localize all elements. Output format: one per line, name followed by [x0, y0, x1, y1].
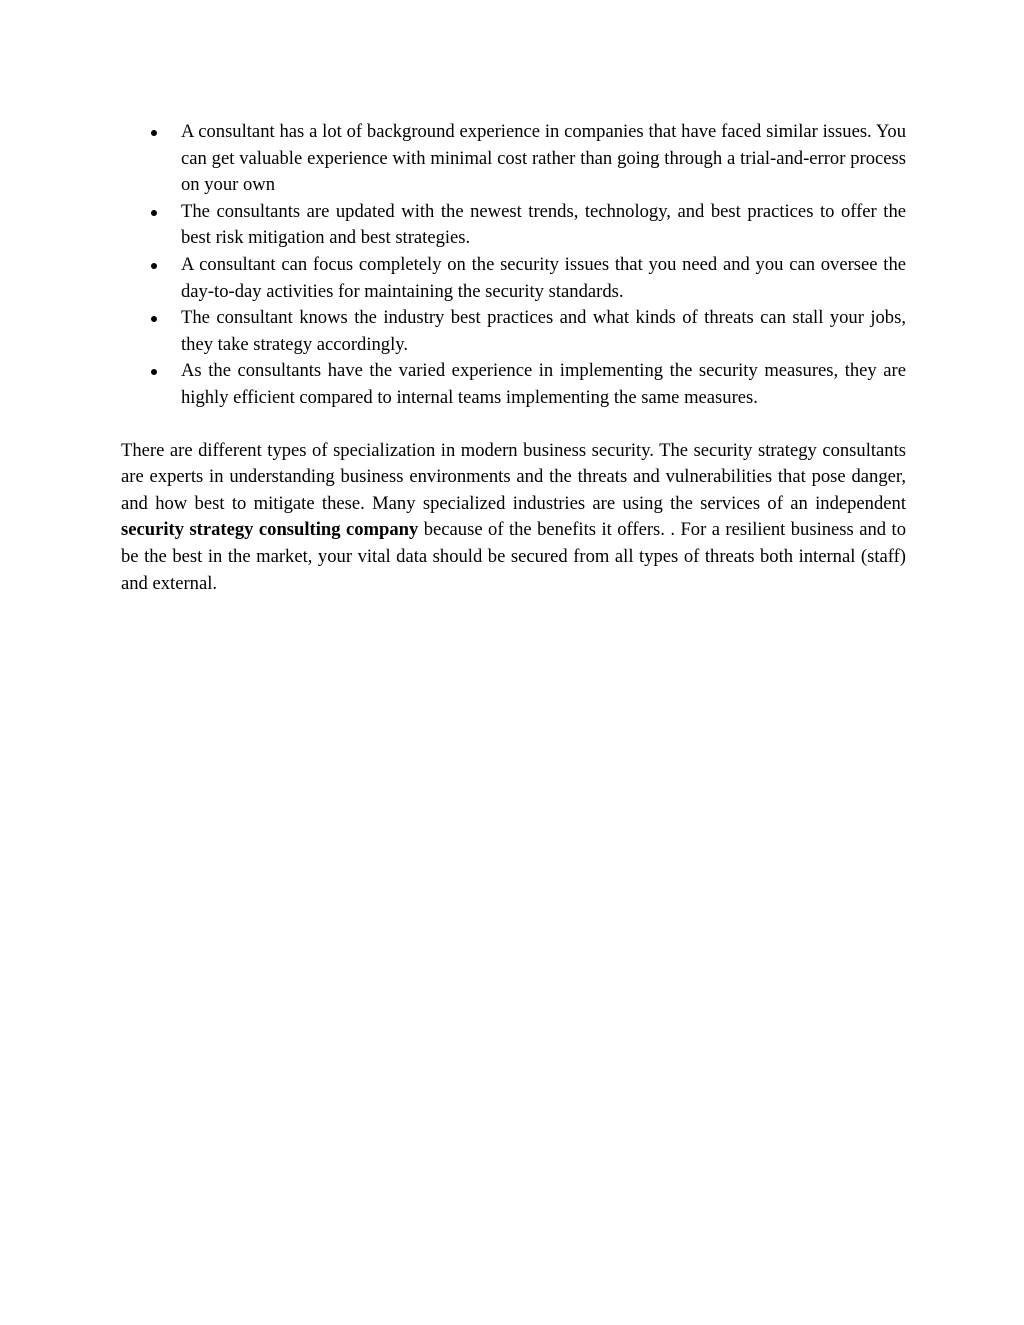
list-item-text: A consultant has a lot of background experience in companies that have faced similar issues. You can get valuable experience with minimal cost rather than going through a trial-and-error process on your own: [181, 121, 906, 196]
paragraph-text-end: because of the benefits it offers. . For a resilient business and to be the best in the market, your vital data should be secured from all types of threats both internal (staff) and external.: [121, 519, 906, 594]
document-content: [121, 119, 906, 597]
bullet-icon: [151, 263, 157, 269]
list-item-text: A consultant can focus completely on the security issues that you need and you can oversee the day-to-day activities for maintaining the security standards.: [181, 253, 906, 302]
list-item-text: As the consultants have the varied experience in implementing the security measures, they are highly efficient compared to internal teams implementing the same measures.: [181, 360, 906, 408]
paragraph-bold-phrase: security strategy consulting company: [121, 519, 419, 541]
list-item: [121, 119, 906, 199]
paragraph-text-start: There are different types of specialization in modern business security. The security strategy consultants are experts in understanding business environments and the threats and vulnerabilities that pose danger, and how best to mitigate these. Many specialized industries are using the services of an independent: [121, 439, 906, 514]
body-paragraph: [121, 438, 906, 598]
list-item: [121, 199, 906, 252]
list-item-text: The consultants are updated with the newest trends, technology, and best practices to offer the best risk mitigation and best strategies.: [181, 200, 906, 249]
benefits-list: [121, 119, 906, 412]
bullet-icon: [151, 210, 157, 216]
list-item: [121, 358, 906, 411]
bullet-icon: [151, 130, 157, 136]
list-item: [121, 305, 906, 358]
bullet-icon: [151, 369, 157, 375]
list-item-text: The consultant knows the industry best practices and what kinds of threats can stall your jobs, they take strategy accordingly.: [181, 307, 906, 355]
bullet-icon: [151, 316, 157, 322]
list-item: [121, 252, 906, 305]
